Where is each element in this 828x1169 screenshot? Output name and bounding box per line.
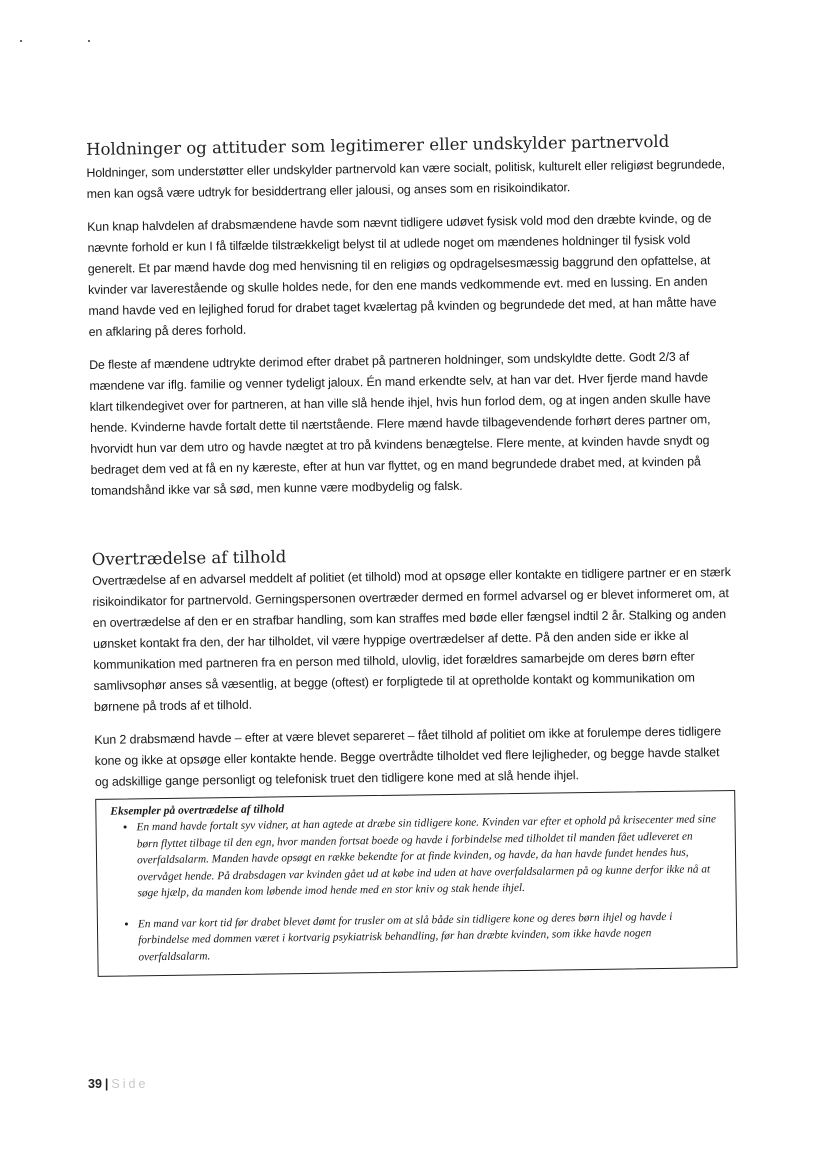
scan-speck bbox=[88, 40, 90, 42]
section-heading-restraining-order: Overtrædelse af tilhold bbox=[91, 547, 287, 569]
scan-speck bbox=[20, 40, 22, 42]
page-footer bbox=[88, 1077, 148, 1091]
footer-separator: | bbox=[104, 1077, 109, 1091]
examples-box bbox=[95, 790, 737, 977]
examples-list bbox=[110, 811, 722, 966]
paragraph: Overtrædelse af en advarsel meddelt af politiet (et tilhold) mod at opsøge eller kontakte en tidligere partner er en stærk risikoindikator for partnervold. Gerningspersonen overtræder dermed en formel advarsel og er blevet informeret om, at en overtrædelse af den er en strafbar handling, som kan straffes med bøde eller fængsel indtil 2 år. Stalking og anden uønsket kontakt fra den, der har tilholdet, vil være hyppige overtrædelser af dette. På den anden side er ikke al kommunikation med partneren fra en person med tilhold, ulovlig, idet forældres samarbejde om deres børn efter samlivsophør anses så væsentlig, at begge (oftest) er forpligtede til at opretholde kontakt og kommunikation om børnene på trods af et tilhold. bbox=[92, 565, 731, 714]
section-heading-attitudes: Holdninger og attituder som legitimerer eller undskylder partnervold bbox=[86, 131, 670, 159]
page-label: Side bbox=[111, 1077, 149, 1091]
example-item: • En mand havde fortalt syv vidner, at han agtede at dræbe sin tidligere kone. Kvinden var efter et ophold på krisecenter med sine børn flyttet tilbage til den egn, hvor manden fortsat boede og havde i forbindelse med tilholdet til manden fået udleveret en overfaldsalarm. Manden havde opsøgt en række bekendte for at finde kvinden, og havde, da han havde fundet hendes hus, overvåget hende. På drabsdagen var kvinden gået ud at købe ind uden at have overfaldsalarmen på og kunne derfor ikke nå at søge hjælp, da manden kom løbende imod hende med en stor kniv og stak hende ihjel. bbox=[136, 811, 721, 902]
page-number: 39 bbox=[88, 1077, 102, 1091]
example-item: • En mand var kort tid før drabet blevet dømt for trusler om at slå både sin tidligere kone og deres børn ihjel og havde i forbindelse med dommen været i kortvarig psykiatrisk behandling, før han dræbte kvinden, som ikke havde nogen overfaldsalarm. bbox=[138, 908, 723, 966]
paragraph: Kun 2 drabsmænd havde – efter at være blevet separeret – fået tilhold af politiet om ikke at forulempe deres tidligere kone og ikke at opsøge eller kontakte hende. Begge overtrådte tilholdet ved flere lejligheder, og begge havde stalket og adskillige gange personligt og telefonisk truet den tidligere kone med at slå hende ihjel. bbox=[94, 724, 722, 789]
examples-box-title: Eksempler på overtrædelse af tilhold bbox=[110, 803, 285, 818]
paragraph: Kun knap halvdelen af drabsmændene havde som nævnt tidligere udøvet fysisk vold mod den dræbte kvinde, og de nævnte forhold er kun I få tilfælde tilstrækkeligt belyst til at udlede noget om mændenes holdninger til fysisk vold generelt. Et par mænd havde dog med henvisning til en religiøs og opdragelsesmæssig baggrund den opfattelse, at kvinder var laverestående og skulle holdes nede, for den ene mands vedkommende evt. med en lussing. En anden mand havde ved en lejlighed forud for drabet taget kvælertag på kvinden og begrundede det med, at han måtte have en afklaring på deres forhold. bbox=[87, 211, 717, 339]
paragraph: Holdninger, som understøtter eller undskylder partnervold kan være socialt, politisk, kulturelt eller religiøst begrundede, men kan også være udtryk for besiddertrang eller jalousi, og anses som en risikoindikator. bbox=[86, 157, 726, 201]
paragraph: De fleste af mændene udtrykte derimod efter drabet på partneren holdninger, som undskyldte dette. Godt 2/3 af mændene var iflg. familie og venner tydeligt jaloux. Én mand erkendte selv, at han var det. Hver fjerde mand havde klart tilkendegivet over for partneren, at han ville slå hende ihjel, hvis hun forlod dem, og at ingen anden skulle have hende. Kvinderne havde fortalt dette til nærtstående. Flere mænd havde tilbagevendende forhørt deres partner om, hvorvidt hun var dem utro og havde nægtet at tro på kvindens benægtelse. Flere mente, at kvinden havde snydt og bedraget dem ved at få en ny kæreste, efter at hun var flyttet, og en mand begrundede drabet med, at kvinden på tomandshånd ikke var så sød, men kunne være modbydelig og falsk. bbox=[89, 349, 711, 498]
document-page bbox=[86, 131, 738, 977]
